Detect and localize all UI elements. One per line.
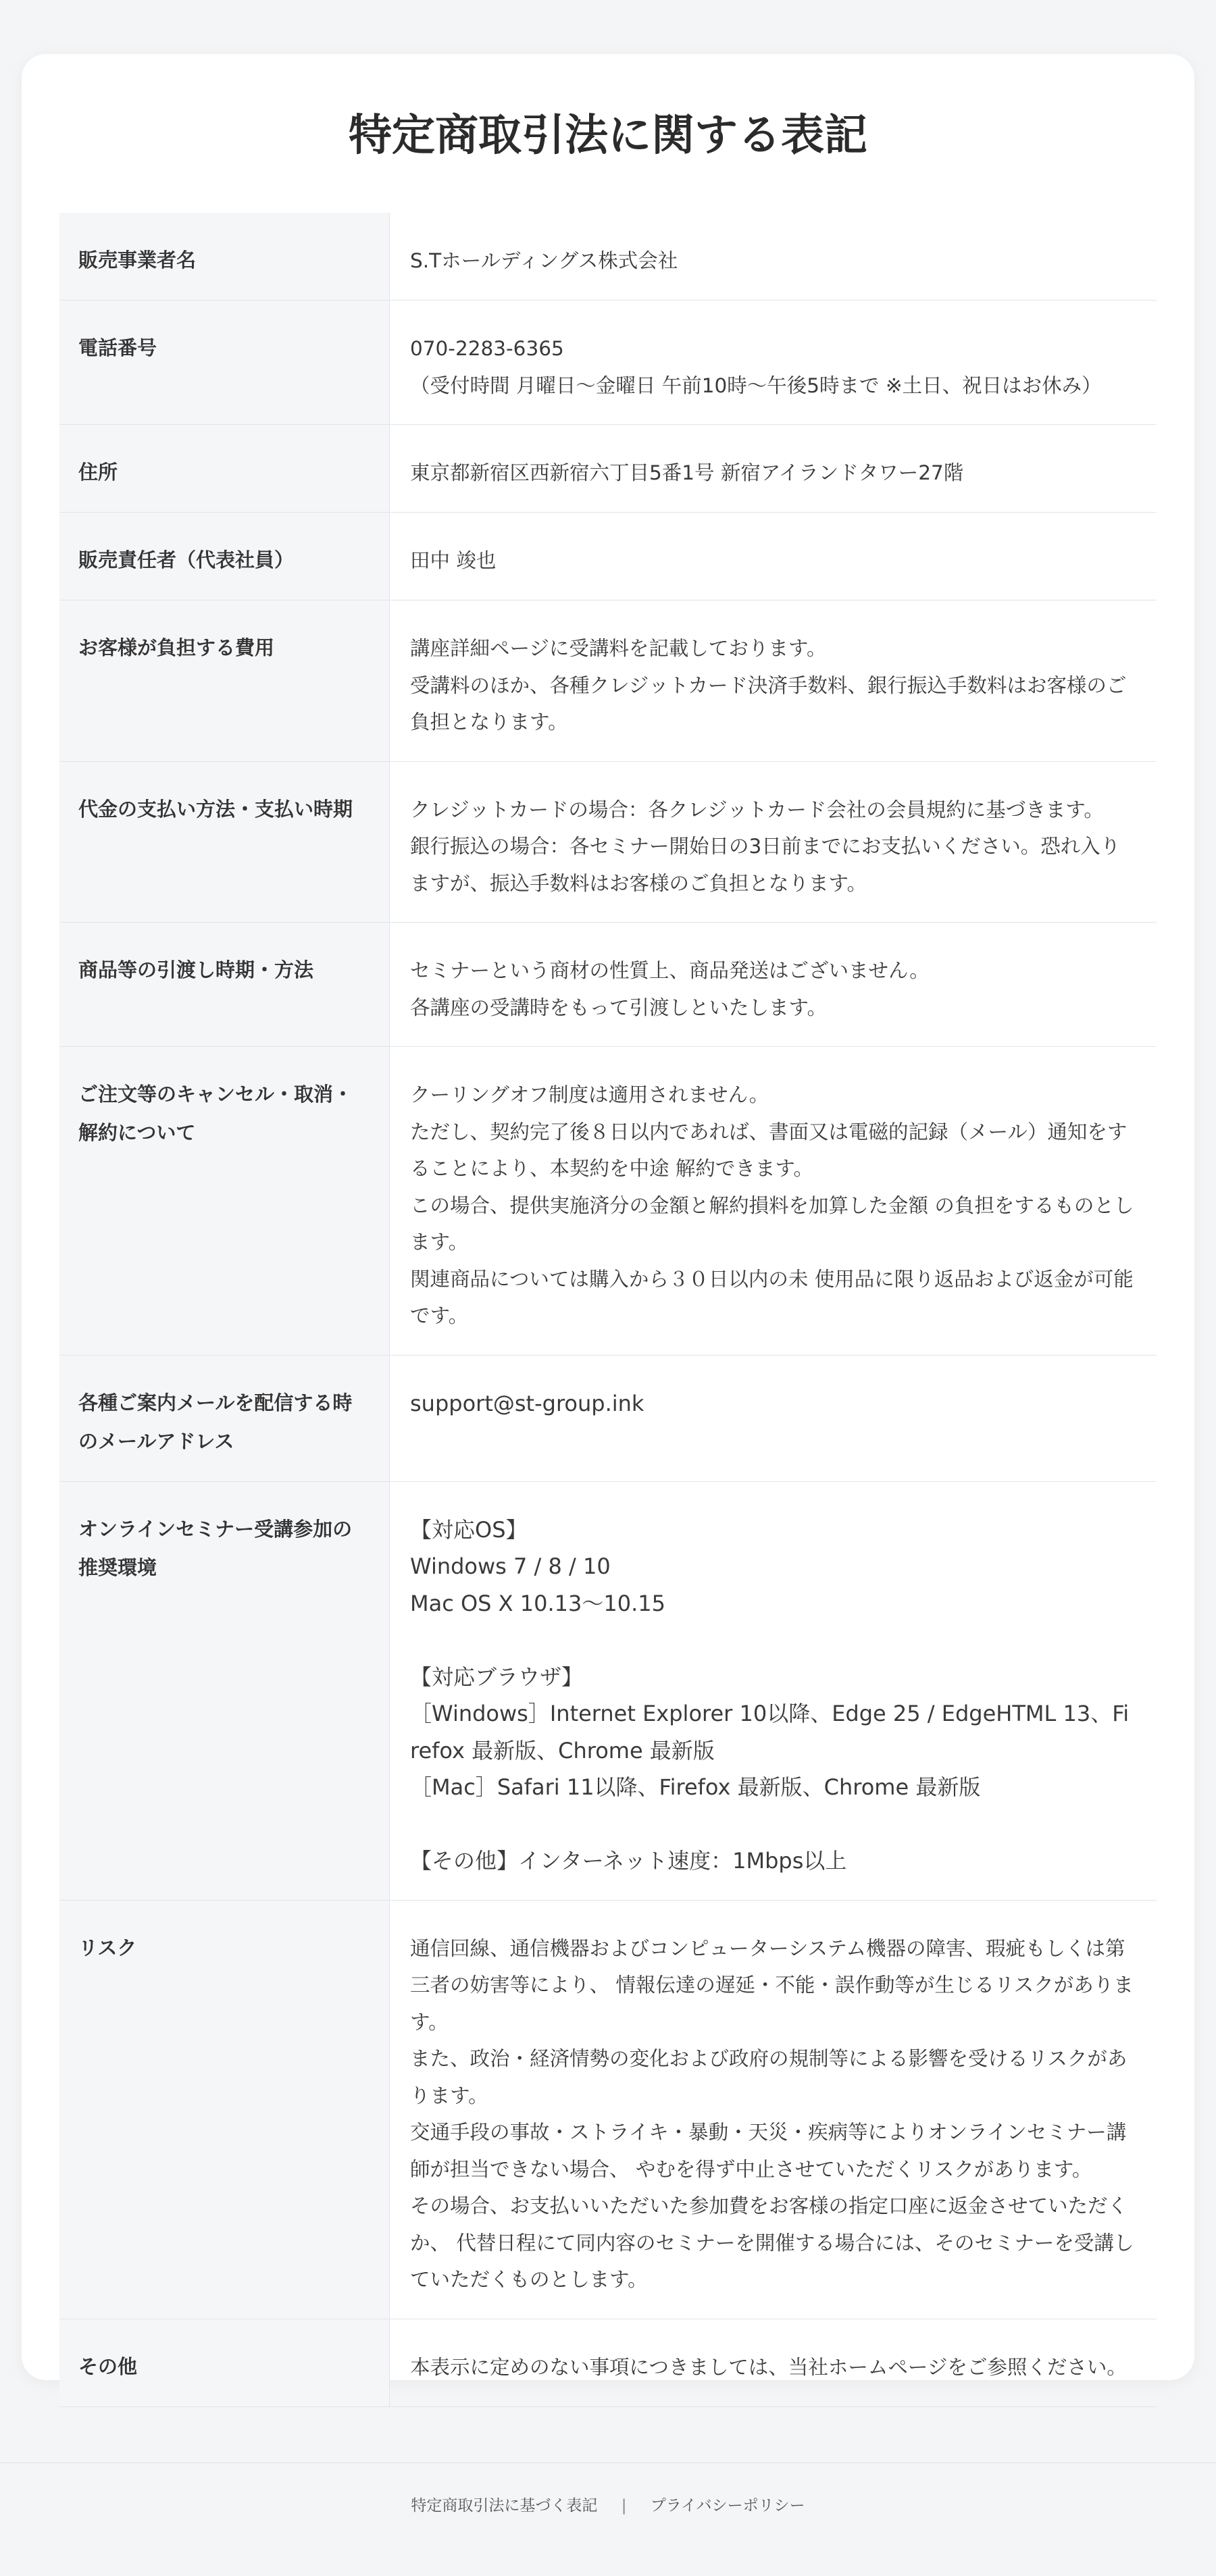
row-value-mail-address: support@st-group.ink (390, 1355, 1157, 1481)
row-value-responsible-person: 田中 竣也 (390, 513, 1157, 600)
footer (0, 2492, 1216, 2519)
table-row (59, 1900, 1157, 2319)
disclosure-table (59, 213, 1157, 2407)
row-label-delivery: 商品等の引渡し時期・方法 (59, 923, 390, 1047)
row-value-seller-name: S.Tホールディングス株式会社 (390, 213, 1157, 301)
row-label-environment: オンラインセミナー受講参加の推奨環境 (59, 1481, 390, 1900)
row-label-risk: リスク (59, 1900, 390, 2319)
table-row (59, 425, 1157, 513)
row-label-mail-address: 各種ご案内メールを配信する時のメールアドレス (59, 1355, 390, 1481)
row-value-risk: 通信回線、通信機器およびコンピューターシステム機器の障害、瑕疵もしくは第三者の妨害等により、 情報伝達の遅延・不能・誤作動等が生じるリスクがあります。 また、政治・経済情勢の変化および政府の規制等による影響を受けるリスクがあります。 交通手段の事故・ストライキ・暴動・天災・疾病等によりオンラインセミナー講師が担当できない場合、 やむを得ず中止させていただくリスクがあります。 その場合、お支払いいただいた参加費をお客様の指定口座に返金させていただくか、 代替日程にて同内容のセミナーを開催する場合には、そのセミナーを受講していただくものとします。 (390, 1900, 1157, 2319)
footer-link-commercial-law[interactable]: 特定商取引法に基づく表記 (411, 2497, 598, 2515)
row-value-address: 東京都新宿区西新宿六丁目5番1号 新宿アイランドタワー27階 (390, 425, 1157, 513)
row-label-address: 住所 (59, 425, 390, 513)
row-label-seller-name: 販売事業者名 (59, 213, 390, 301)
table-row (59, 2319, 1157, 2406)
row-value-payment-method: クレジットカードの場合：各クレジットカード会社の会員規約に基づきます。 銀行振込の場合：各セミナー開始日の3日前までにお支払いください。恐れ入りますが、振込手数料はお客様のご負担となります。 (390, 761, 1157, 923)
row-value-environment: 【対応OS】 Windows 7 / 8 / 10 Mac OS X 10.13〜10.15 【対応ブラウザ】 ［Windows］Internet Explorer 10以降、Edge 25 / EdgeHTML 13、Firefox 最新版、Chrome 最新版 ［Mac］Safari 11以降、Firefox 最新版、Chrome 最新版 【その他】インターネット速度：1Mbps以上 (390, 1481, 1157, 1900)
row-label-other: その他 (59, 2319, 390, 2406)
table-row (59, 600, 1157, 762)
table-row (59, 301, 1157, 425)
table-row (59, 761, 1157, 923)
table-row (59, 213, 1157, 301)
footer-separator: | (621, 2497, 627, 2515)
row-label-payment-method: 代金の支払い方法・支払い時期 (59, 761, 390, 923)
row-value-delivery: セミナーという商材の性質上、商品発送はございません。 各講座の受講時をもって引渡しといたします。 (390, 923, 1157, 1047)
table-row (59, 923, 1157, 1047)
row-label-phone: 電話番号 (59, 301, 390, 425)
table-row (59, 1355, 1157, 1481)
row-value-cancellation: クーリングオフ制度は適用されません。 ただし、契約完了後８日以内であれば、書面又は電磁的記録（メール）通知をすることにより、本契約を中途 解約できます。 この場合、提供実施済分の金額と解約損料を加算した金額 の負担をするものとします。 関連商品については購入から３０日以内の未 使用品に限り返品および返金が可能です。 (390, 1047, 1157, 1356)
row-label-cancellation: ご注文等のキャンセル・取消・解約について (59, 1047, 390, 1356)
content-card (22, 54, 1194, 2380)
row-label-responsible-person: 販売責任者（代表社員） (59, 513, 390, 600)
row-value-other: 本表示に定めのない事項につきましては、当社ホームページをご参照ください。 (390, 2319, 1157, 2406)
row-label-customer-costs: お客様が負担する費用 (59, 600, 390, 762)
table-row (59, 1047, 1157, 1356)
row-value-customer-costs: 講座詳細ページに受講料を記載しております。 受講料のほか、各種クレジットカード決済手数料、銀行振込手数料はお客様のご負担となります。 (390, 600, 1157, 762)
row-value-phone: 070-2283-6365 （受付時間 月曜日〜金曜日 午前10時〜午後5時まで ※土日、祝日はお休み） (390, 301, 1157, 425)
footer-link-privacy-policy[interactable]: プライバシーポリシー (650, 2497, 805, 2515)
table-row (59, 1481, 1157, 1900)
page-title: 特定商取引法に関する表記 (349, 111, 867, 161)
table-row (59, 513, 1157, 600)
